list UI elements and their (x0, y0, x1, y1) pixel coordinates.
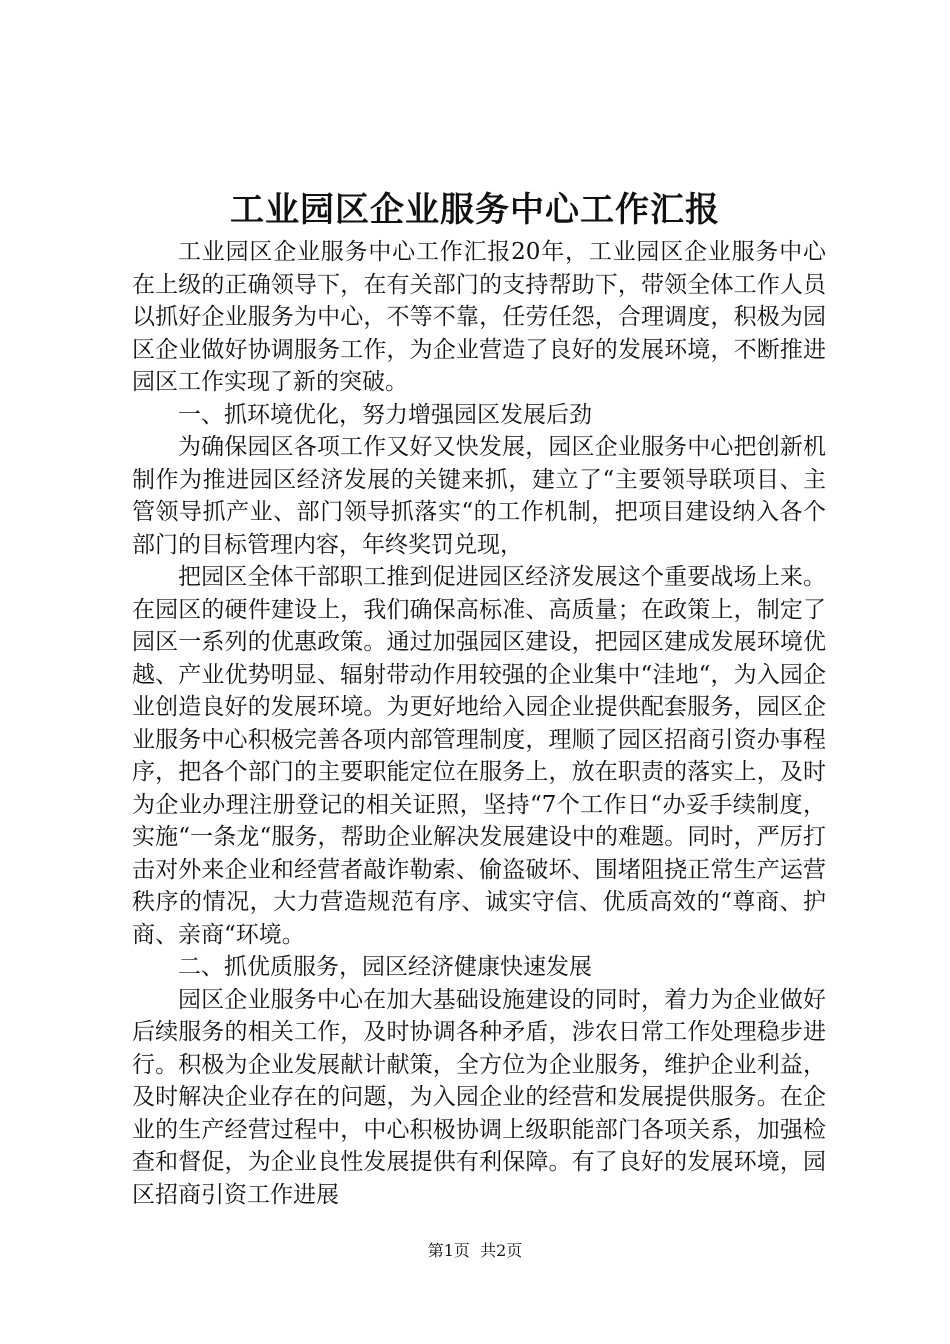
page-number-label: 第1页 共2页 (427, 1241, 523, 1260)
paragraph-intro: 工业园区企业服务中心工作汇报20年，工业园区企业服务中心在上级的正确领导下，在有关部门的支持帮助下，带领全体工作人员以抓好企业服务为中心，不等不靠，任劳任怨，合理调度，积极为园区企业做好协调服务工作，为企业营造了良好的发展环境，不断推进园区工作实现了新的突破。 (132, 239, 826, 395)
section-heading-2: 二、抓优质服务，园区经济健康快速发展 (178, 954, 592, 980)
section-heading-1: 一、抓环境优化，努力增强园区发展后劲 (178, 401, 592, 428)
document-title: 工业园区企业服务中心工作汇报 (230, 190, 720, 230)
paragraph-section-1-b: 把园区全体干部职工推到促进园区经济发展这个重要战场上来。在园区的硬件建设上，我们确保高标准、高质量；在政策上，制定了园区一系列的优惠政策。通过加强园区建设，把园区建成发展环境优越、产业优势明显、辐射带动作用较强的企业集中“洼地“，为入园企业创造良好的发展环境。为更好地给入园企业提供配套服务，园区企业服务中心积极完善各项内部管理制度，理顺了园区招商引资办事程序，把各个部门的主要职能定位在服务上，放在职责的落实上，及时为企业办理注册登记的相关证照，坚持“7个工作日“办妥手续制度，实施“一条龙“服务，帮助企业解决发展建设中的难题。同时，严厉打击对外来企业和经营者敲诈勒索、偷盗破坏、围堵阻挠正常生产运营秩序的情况，大力营造规范有序、诚实守信、优质高效的“尊商、护商、亲商“环境。 (132, 564, 826, 948)
paragraph-section-2-a: 园区企业服务中心在加大基础设施建设的同时，着力为企业做好后续服务的相关工作，及时协调各种矛盾，涉农日常工作处理稳步进行。积极为企业发展献计献策，全方位为企业服务，维护企业利益，及时解决企业存在的问题，为入园企业的经营和发展提供服务。在企业的生产经营过程中，中心积极协调上级职能部门各项关系，加强检查和督促，为企业良性发展提供有利保障。有了良好的发展环境，园区招商引资工作进展 (132, 986, 826, 1208)
paragraph-section-1-a: 为确保园区各项工作又好又快发展，园区企业服务中心把创新机制作为推进园区经济发展的关键来抓，建立了“主要领导联项目、主管领导抓产业、部门领导抓落实“的工作机制，把项目建设纳入各个部门的目标管理内容，年终奖罚兑现， (132, 434, 826, 558)
document-body (132, 236, 826, 1211)
page-footer (0, 1240, 950, 1262)
